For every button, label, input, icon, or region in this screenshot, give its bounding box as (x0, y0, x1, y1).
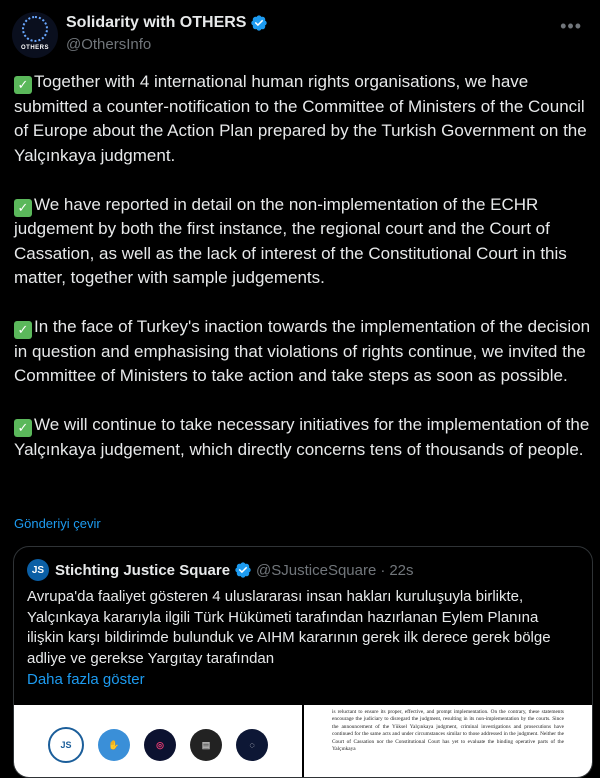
quoted-tweet-header (27, 559, 414, 581)
quoted-tweet[interactable] (13, 546, 593, 778)
check-mark-icon: ✓ (14, 321, 32, 339)
media-image-document[interactable]: is reluctant to ensure its proper, effective, and prompt implementation. On the contrary, these statements encourage the judiciary to disregard the judgment, resulting in its non-implementation by the courts. Since the announcement of the Yüksel Yalçınkaya judgment, criminal investigations and prosecutions have continued for the same acts and under circumstances similar to those addressed in the judgment. Neither the Court of Cassation nor the Constitutional Court has yet to evaluate the binding operative parts of the Yalçınkaya (304, 705, 592, 778)
more-icon[interactable]: ••• (560, 16, 582, 36)
tweet-paragraph (14, 193, 592, 291)
organisation-logo: ▤ (190, 729, 222, 761)
author-handle[interactable]: @OthersInfo (66, 36, 152, 53)
translate-link[interactable]: Gönderiyi çevir (14, 516, 101, 531)
author-names (66, 14, 268, 53)
quoted-time: 22s (389, 561, 414, 579)
others-logo: ◌ (236, 729, 268, 761)
tweet-header (12, 12, 588, 60)
tweet-text (14, 70, 592, 462)
quoted-media[interactable] (14, 705, 592, 778)
paragraph-text: In the face of Turkey's inaction towards the implementation of the decision in question and emphasising that violations of rights continue, we invited the Committee of Ministers to take action and take steps as soon as possible. (14, 317, 591, 385)
quoted-tweet-text: Avrupa'da faaliyet gösteren 4 uluslararası insan hakları kuruluşuyla birlikte, Yalçınkaya kararıyla ilgili Türk Hükümeti tarafından hazırlanan Eylem Planına ilişkin karşı bildirimde bulunduk ve AIHM kararının gerek ilk derece gerek bölge adliye ve gerekse Yargıtay tarafından (27, 588, 551, 667)
tweet-paragraph (14, 413, 592, 462)
show-more-link[interactable]: Daha fazla göster (27, 671, 145, 688)
verified-badge-icon (234, 561, 252, 579)
author-avatar[interactable] (12, 12, 58, 58)
organisation-logo: ◎ (144, 729, 176, 761)
quoted-author-display-name: Stichting Justice Square (55, 561, 231, 579)
paragraph-text: We will continue to take necessary initiatives for the implementation of the Yalçınkaya judgement, which directly concerns tens of thousands of people. (14, 415, 590, 459)
check-mark-icon: ✓ (14, 199, 32, 217)
avatar-ring (22, 16, 48, 42)
tweet-paragraph (14, 315, 592, 389)
paragraph-text: Together with 4 international human rights organisations, we have submitted a counter-notification to the Committee of Ministers of the Council of Europe about the Action Plan prepared by the Turkish Government on the Yalçınkaya judgment. (14, 72, 587, 165)
check-mark-icon: ✓ (14, 419, 32, 437)
justice-square-logo: JS (48, 727, 84, 763)
hand-logo: ✋ (98, 729, 130, 761)
tweet-paragraph (14, 70, 592, 168)
author-display-name[interactable]: Solidarity with OTHERS (66, 14, 247, 31)
verified-badge-icon (250, 14, 268, 32)
paragraph-text: We have reported in detail on the non-implementation of the ECHR judgement by both the first instance, the regional court and the Court of Cassation, as well as the lack of interest of the Constitutional Court in this matter, together with sample judgements. (14, 194, 567, 287)
quoted-author-handle: @SJusticeSquare (256, 561, 377, 579)
quoted-separator: · (380, 561, 386, 579)
avatar-label: OTHERS (20, 44, 49, 51)
check-mark-icon: ✓ (14, 76, 32, 94)
author-display-name-row[interactable] (66, 14, 268, 32)
media-image-logos[interactable] (14, 705, 302, 778)
quoted-author-avatar: JS (27, 559, 49, 581)
